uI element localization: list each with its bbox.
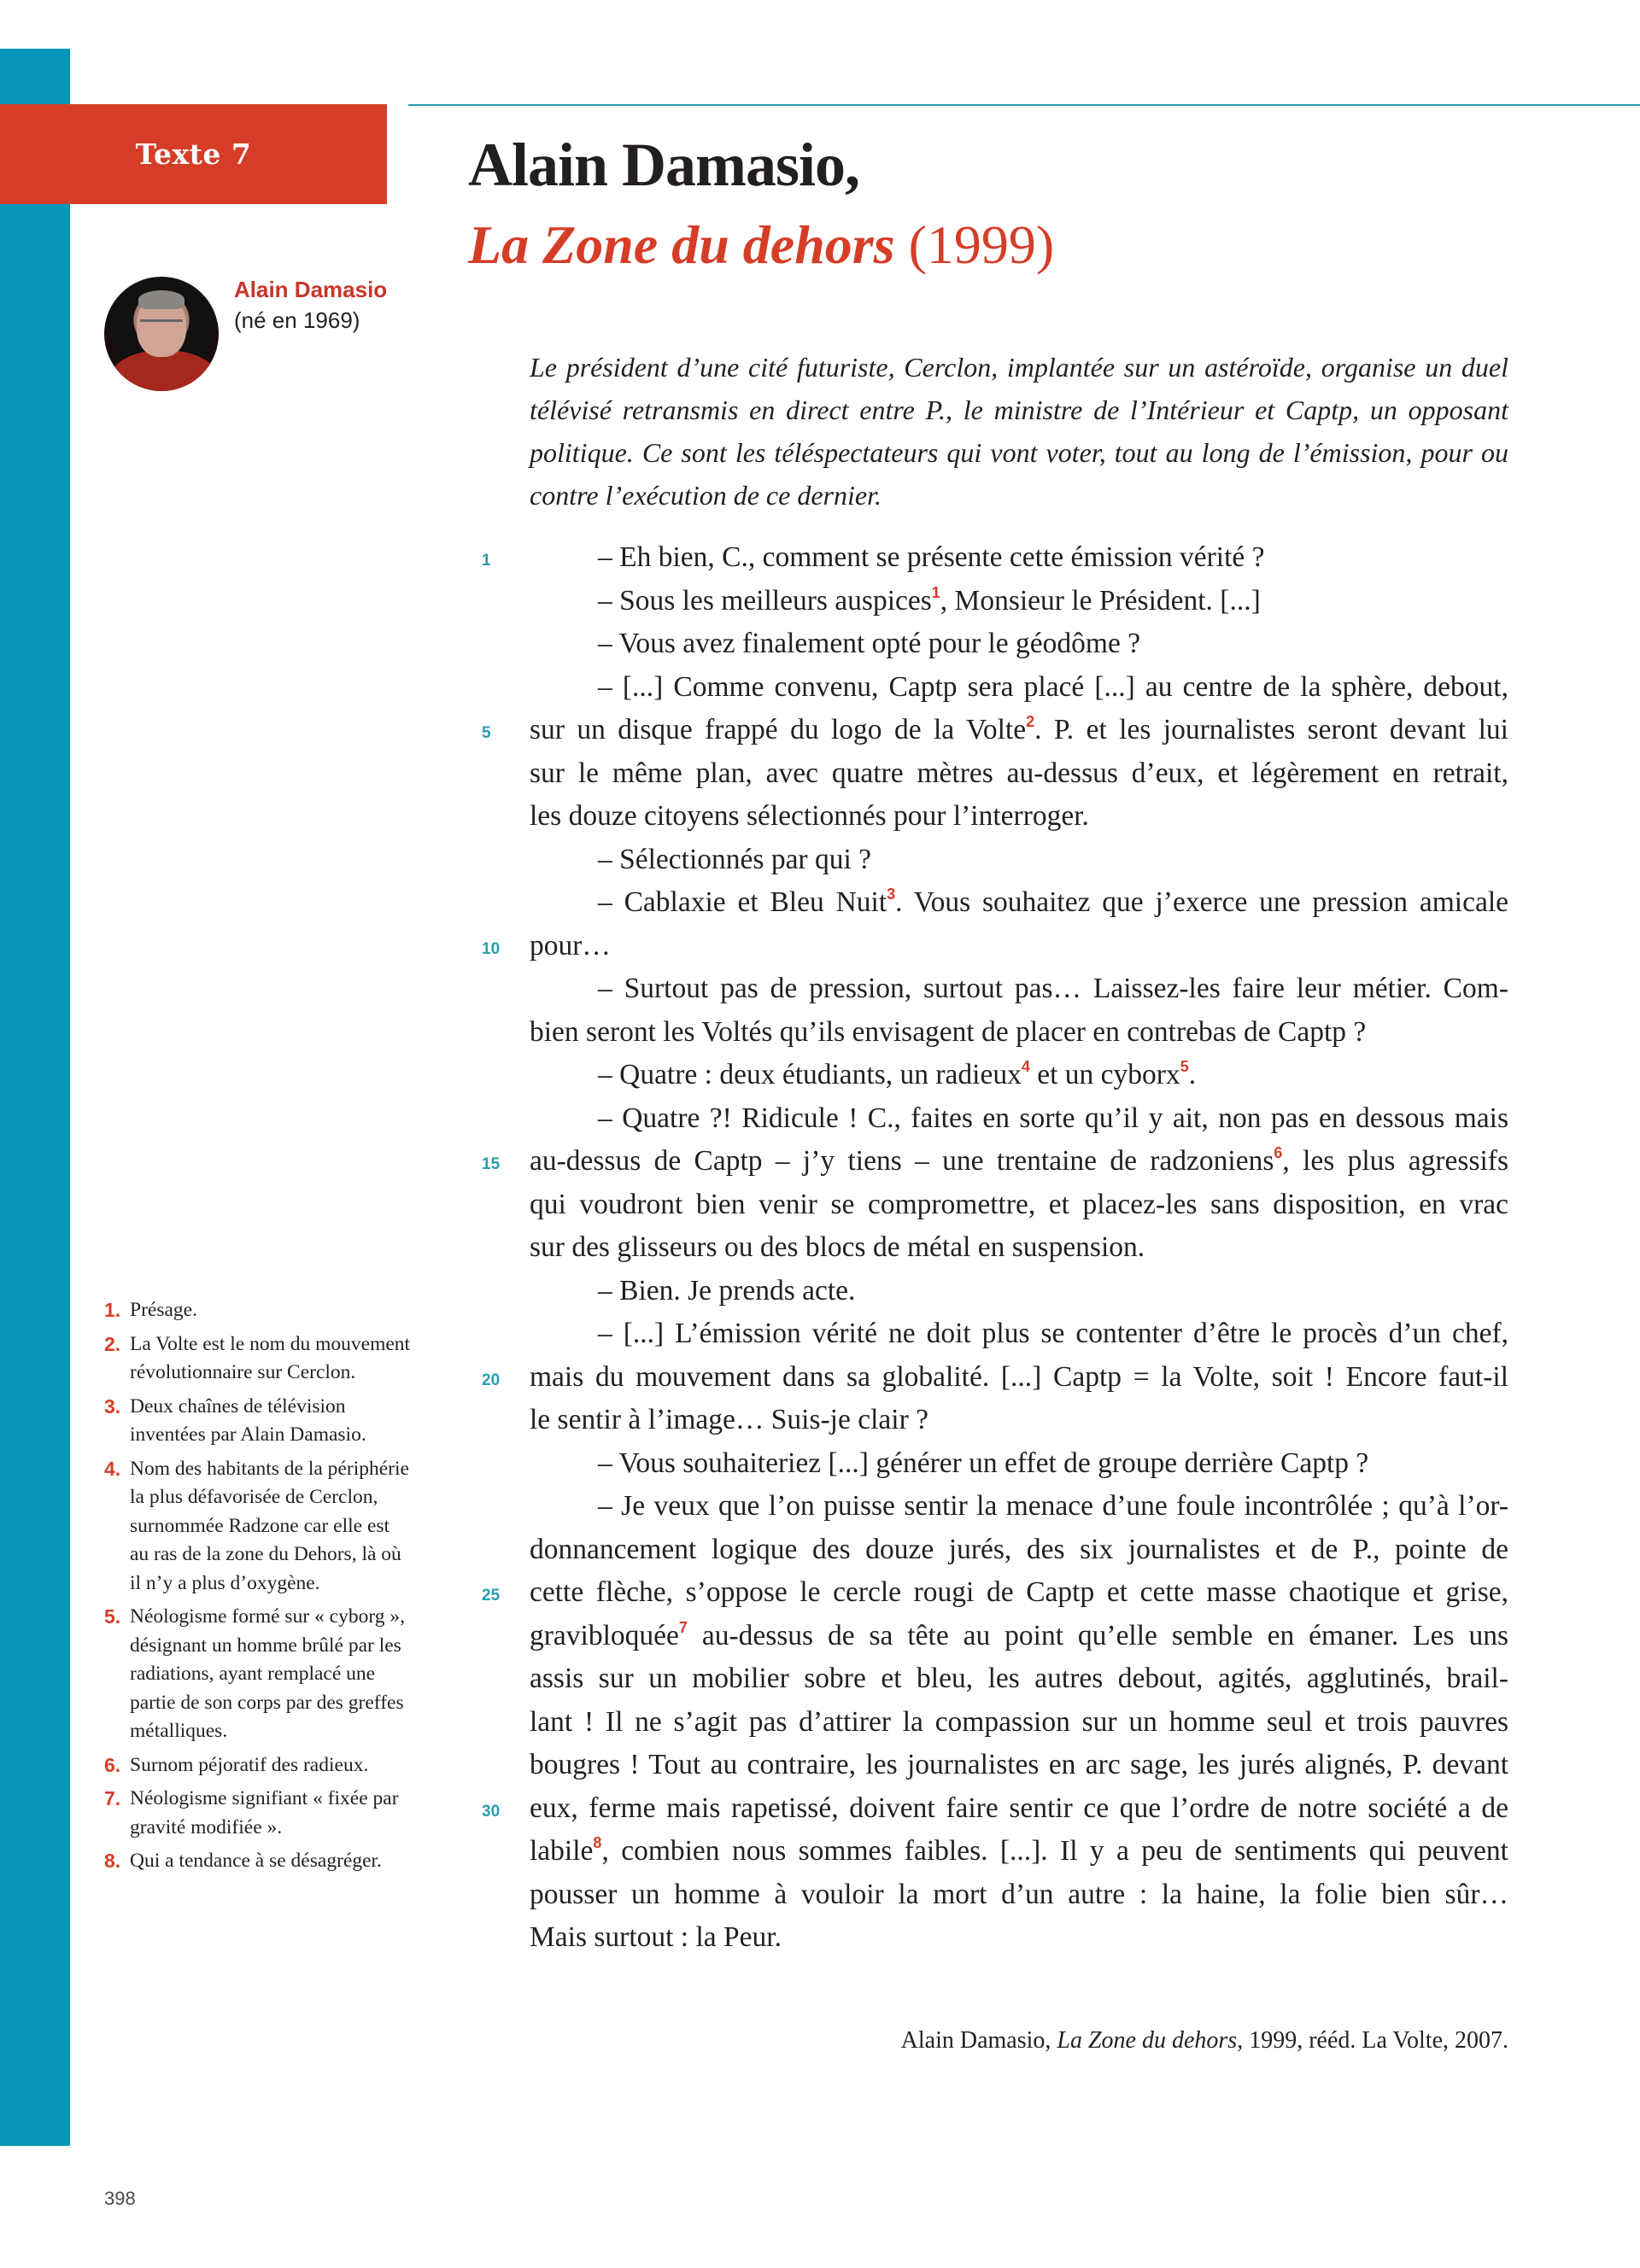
footnote-ref[interactable]: 1 (931, 583, 940, 601)
passage-line (530, 795, 1508, 839)
footnote-number: 3. (104, 1394, 121, 1418)
passage-text: cette flèche, s’oppose le cercle rougi de Captp et cette masse chaotique et grise, (530, 1576, 1508, 1608)
source-author: Alain Damasio, (900, 2027, 1057, 2054)
passage-line (530, 1615, 1508, 1658)
footnote-number: 6. (104, 1753, 121, 1776)
footnote-item (104, 1455, 412, 1599)
passage-line (530, 1529, 1508, 1572)
author-portrait-icon (104, 277, 219, 391)
passage-line (530, 1011, 1508, 1055)
passage-text: assis sur un mobilier sobre et bleu, les autres debout, agités, agglutinés, brail- (530, 1663, 1508, 1694)
footnote-number: 1. (104, 1299, 121, 1321)
text-number-label: Texte 7 (135, 137, 252, 171)
passage-line (530, 1830, 1508, 1873)
page-title-work (468, 213, 1054, 277)
footnote-text: Nom des habitants de la périphérie la plus défavorisée de Cerclon, surnommée Radzone car elle est au ras de la zone du Dehors, là où il n’y a plus d’oxygène. (130, 1457, 409, 1594)
passage-text: , les plus agressifs (1282, 1145, 1509, 1177)
passage-line (530, 1916, 1508, 1960)
footnote-item (104, 1603, 412, 1746)
footnote-text: Néologisme signifiant « fixée par gravité modifiée ». (130, 1787, 399, 1838)
footnote-ref[interactable]: 6 (1274, 1144, 1283, 1161)
footnote-item (104, 1393, 412, 1450)
footnote-text: Qui a tendance à se désagréger. (130, 1850, 382, 1872)
passage-text: donnancement logique des douze jurés, des six journalistes et de P., pointe de (530, 1533, 1508, 1565)
header-rule (408, 104, 1640, 106)
footnote-text: La Volte est le nom du mouvement révolutionnaire sur Cerclon. (130, 1332, 411, 1383)
footnote-item (104, 1330, 412, 1388)
passage-line (530, 1873, 1508, 1917)
work-year: (1999) (908, 214, 1055, 275)
footnote-item (104, 1847, 412, 1876)
footnotes-list (104, 1296, 412, 1881)
passage-line (530, 1657, 1508, 1701)
passage-line (530, 1744, 1508, 1787)
passage-line (530, 666, 1508, 710)
footnote-number: 8. (104, 1850, 121, 1872)
passage-text: pousser un homme à vouloir la mort d’un autre : la haine, la folie bien sûr… (530, 1878, 1508, 1910)
passage-text: . (1188, 1059, 1197, 1090)
passage-text: gravibloquée (530, 1619, 679, 1651)
footnote-item (104, 1751, 412, 1780)
passage-text: – Je veux que l’on puisse sentir la menace d’une foule incontrôlée ; qu’à l’or- (598, 1490, 1508, 1522)
passage-text: – Sous les meilleurs auspices (598, 584, 932, 617)
footnote-ref[interactable]: 4 (1021, 1058, 1030, 1075)
footnote-text: Présage. (130, 1299, 197, 1321)
author-dates: (né en 1969) (234, 307, 360, 333)
page-title-author: Alain Damasio, (468, 131, 860, 199)
footnote-ref[interactable]: 5 (1180, 1058, 1189, 1075)
passage-line (530, 1270, 1508, 1313)
passage-text: mais du mouvement dans sa globalité. [...] Captp = la Volte, soit ! Encore faut-il (530, 1360, 1508, 1393)
intro-paragraph: Le président d’une cité futuriste, Cerclon, implantée sur un astéroïde, organise un duel télévisé retransmis en direct entre P., le ministre de l’Intérieur et Captp, un opposant politique. Ce sont les téléspectateurs qui vont voter, tout au long de l’émission, pour ou contre l’exécution de ce dernier. (530, 352, 1508, 511)
footnote-number: 2. (104, 1332, 121, 1355)
passage-line (530, 1226, 1508, 1270)
passage-line (530, 881, 1508, 925)
passage-text: – Surtout pas de pression, surtout pas… Laissez-les faire leur métier. Com- (598, 973, 1508, 1004)
passage-text: – [...] L’émission vérité ne doit plus se contenter d’être le procès d’un chef, (598, 1318, 1508, 1349)
passage-line (530, 967, 1508, 1011)
passage-text: qui voudront bien venir se compromettre, et placez-les sans disposition, en vrac (530, 1188, 1508, 1220)
passage-text: et un cyborx (1029, 1059, 1180, 1090)
passage-text: – Vous souhaiteriez [...] générer un effet de groupe derrière Captp ? (598, 1447, 1369, 1479)
passage-text: , Monsieur le Président. [...] (940, 584, 1261, 617)
footnote-number: 4. (104, 1457, 121, 1480)
passage-text: , combien nous sommes faibles. [...]. Il y a peu de sentiments qui peuvent (601, 1835, 1508, 1867)
passage-text: le sentir à l’image… Suis-je clair ? (530, 1404, 928, 1435)
sidebar-color-band (0, 49, 70, 2146)
footnote-text: Néologisme formé sur « cyborg », désignant un homme brûlé par les radiations, ayant remplacé une partie de son corps par des greffes métalliques. (130, 1605, 405, 1742)
source-citation (530, 2027, 1508, 2055)
passage-text: sur le même plan, avec quatre mètres au-dessus d’eux, et légèrement en retrait, (530, 757, 1508, 789)
passage-line (530, 1399, 1508, 1442)
footnote-ref[interactable]: 3 (887, 886, 896, 903)
portrait-hair (138, 290, 184, 309)
footnote-number: 5. (104, 1605, 121, 1628)
line-number: 20 (482, 1371, 501, 1389)
footnote-text: Surnom péjoratif des radieux. (130, 1753, 369, 1776)
passage-line (530, 1701, 1508, 1745)
line-number: 15 (482, 1155, 501, 1173)
passage-text: – [...] Comme convenu, Captp sera placé [...] au centre de la sphère, debout, (598, 670, 1508, 703)
passage-text: – Quatre ?! Ridicule ! C., faites en sorte qu’il y ait, non pas en dessous mais (598, 1102, 1508, 1134)
passage-text: – Eh bien, C., comment se présente cette émission vérité ? (598, 541, 1265, 573)
passage-line (482, 1356, 1508, 1400)
passage-line (530, 752, 1508, 796)
passage-text: pour… (530, 929, 611, 962)
line-number: 5 (482, 724, 491, 742)
line-number: 30 (482, 1802, 501, 1821)
passage-line (530, 1184, 1508, 1227)
author-name: Alain Damasio (234, 277, 388, 302)
passage-line (482, 1787, 1508, 1831)
passage-line (530, 580, 1508, 623)
source-work: La Zone du dehors (1057, 2027, 1238, 2054)
text-number-tag (0, 104, 387, 204)
passage-line (530, 1485, 1508, 1529)
passage-text: – Vous avez finalement opté pour le géodôme ? (598, 628, 1141, 659)
passage-line (482, 536, 1508, 580)
line-number: 1 (482, 552, 491, 570)
passage-text: bougres ! Tout au contraire, les journalistes en arc sage, les jurés alignés, P. devant (530, 1749, 1508, 1780)
passage-line (482, 1571, 1508, 1615)
footnote-number: 7. (104, 1787, 121, 1809)
excerpt-passage (482, 536, 1509, 1960)
passage-line (530, 839, 1508, 882)
passage-line (530, 1442, 1508, 1486)
passage-text: au-dessus de sa tête au point qu’elle semble en émaner. Les uns (687, 1619, 1508, 1651)
passage-text: labile (530, 1835, 594, 1867)
source-details: , 1999, rééd. La Volte, 2007. (1237, 2027, 1508, 2054)
passage-text: sur un disque frappé du logo de la Volte (530, 714, 1027, 745)
line-number: 25 (482, 1587, 501, 1605)
passage-text: au-dessus de Captp – j’y tiens – une trentaine de radzoniens (530, 1145, 1274, 1177)
footnote-ref[interactable]: 2 (1026, 713, 1035, 730)
passage-text: sur des glisseurs ou des blocs de métal en suspension. (530, 1231, 1145, 1263)
passage-text: – Sélectionnés par qui ? (598, 843, 872, 875)
passage-line (482, 925, 1508, 968)
passage-line (530, 1097, 1508, 1141)
portrait-glasses (140, 319, 183, 322)
passage-text: – Cablaxie et Bleu Nuit (598, 886, 887, 918)
work-title: La Zone du dehors (468, 214, 895, 275)
footnote-ref[interactable]: 8 (593, 1834, 602, 1851)
passage-text: lant ! Il ne s’agit pas d’attirer la compassion sur un homme seul et trois pauvres (530, 1705, 1508, 1738)
passage-text: . P. et les journalistes seront devant lui (1034, 714, 1508, 745)
passage-text: . Vous souhaitez que j’exerce une pression amicale (895, 886, 1508, 918)
line-number: 10 (482, 939, 501, 958)
footnote-text: Deux chaînes de télévision inventées par Alain Damasio. (130, 1394, 366, 1446)
passage-text: eux, ferme mais rapetissé, doivent faire sentir ce que l’ordre de notre société a de (530, 1792, 1508, 1824)
footnote-item (104, 1785, 412, 1842)
passage-text: Mais surtout : la Peur. (530, 1921, 782, 1953)
passage-text: – Bien. Je prends acte. (598, 1274, 856, 1306)
page-number: 398 (104, 2188, 136, 2209)
passage-line (530, 1312, 1508, 1356)
passage-line (530, 623, 1508, 666)
footnote-item (104, 1296, 412, 1325)
passage-line (482, 709, 1508, 752)
passage-line (530, 1054, 1508, 1097)
passage-text: les douze citoyens sélectionnés pour l’interroger. (530, 800, 1089, 832)
footnote-ref[interactable]: 7 (678, 1618, 688, 1636)
passage-line (482, 1140, 1509, 1184)
passage-text: – Quatre : deux étudiants, un radieux (598, 1059, 1022, 1090)
passage-text: bien seront les Voltés qu’ils envisagent de placer en contrebas de Captp ? (530, 1015, 1367, 1048)
